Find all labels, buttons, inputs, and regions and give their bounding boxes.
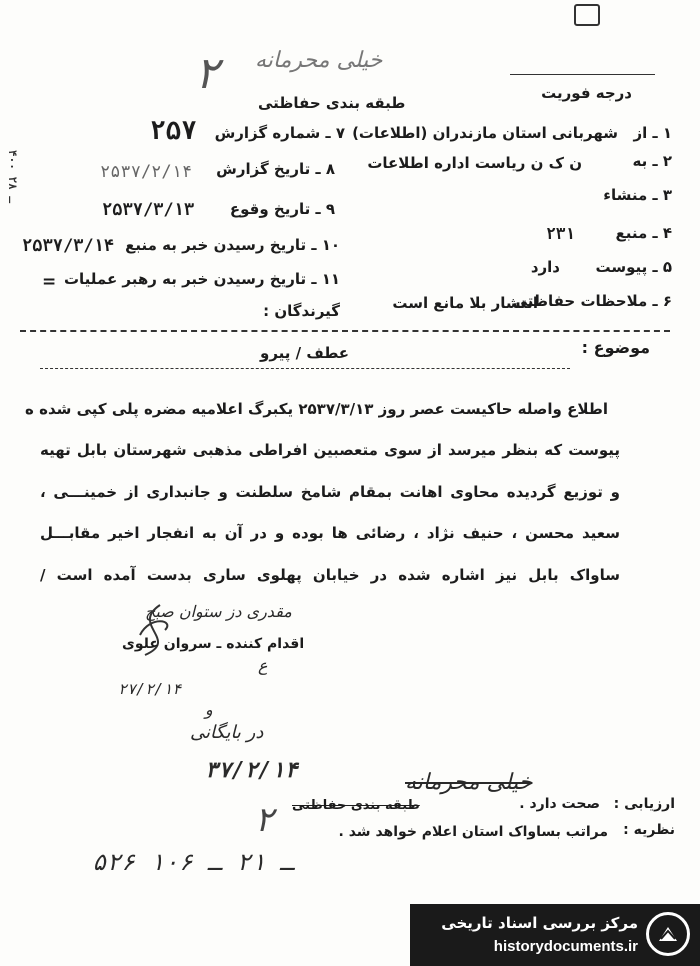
body-line-1: اطلاع واصله حاکیست عصر روز ۲۵۳۷/۳/۱۳ یکبرگ اعلامیه مضره پلی کپی شده ه [25,400,608,418]
classification-top: طبقه بندی حفاظتی [258,94,406,112]
brand-box [410,904,700,966]
to-label: ۲ ـ به [632,152,672,170]
evaluation-label: ارزیابی : [613,796,675,812]
footer-date-scrawl: ۳۷/۲/۱۴ [205,758,298,783]
to-value: ن ک ن ریاست اداره اطلاعات [367,154,582,172]
recipients-label: گیرندگان : [263,302,340,320]
handwritten-2: در بایگانی [190,722,264,743]
body-line-5: ساواک بابل نیز اشاره شده در خیابان پهلوی ساری بدست آمده است / [40,566,620,584]
attachment-label: ۵ ـ پیوست [595,258,672,276]
received-ops-value: = [42,272,57,292]
report-no-label: ۷ ـ شماره گزارش [214,124,345,142]
event-date-value: ۲۵۳۷/۳/۱۳ [102,200,195,220]
classification-bottom: طبقه بندی حفاظتی [292,798,420,813]
attachment-value: دارد [530,258,560,276]
signature-date-scrawl: ۲۷/۲/۱۴ [118,680,182,698]
report-date-label: ۸ ـ تاریخ گزارش [216,160,335,178]
body-line-3: و توزیع گردیده محاوی اهانت بمقام شامخ سلطنت و جانبداری از خمینـــی ، [40,483,620,501]
signature-mark-e: ع [258,656,268,675]
urgency-label: درجه فوریت [541,84,632,102]
report-date-value: ۲۵۳۷/۲/۱۴ [100,162,193,182]
received-source-value: ۲۵۳۷/۳/۱۴ [22,236,115,256]
security-value: انتشار بلا مانع است [392,294,538,312]
received-ops-label: ۱۱ ـ تاریخ رسیدن خبر به رهبر عملیات [63,270,340,288]
report-no-value: ۲۵۷ [150,116,197,146]
event-date-label: ۹ ـ تاریخ وقوع [229,200,335,218]
body-line-2: پیوست که بنظر میرسد از سوی متعصبین افراطی مذهبی شهرستان بابل تهیه [40,441,620,459]
signature-note: مقدری دز ستوان صبح [145,602,292,621]
opinion-label: نظریه : [623,822,675,838]
handwritten-number: ۵۲۶ ـ ۲۱ ـ ۱۰۶ [92,848,295,876]
top-number-scrawl: ۲ [195,48,219,99]
handwritten-1: و [205,700,213,719]
origin-label: ۳ ـ منشاء [603,186,672,204]
received-source-label: ۱۰ ـ تاریخ رسیدن خبر به منبع [125,236,340,254]
security-label: ۶ ـ ملاحظات حفاظتی [512,292,672,310]
corner-document-icon [574,4,600,26]
crossed-scrawl: خیلی محرمانه [405,770,533,795]
side-number: ۴۰۰ ـ ۲۸ [6,150,19,203]
opinion-value: مراتب بساواک استان اعلام خواهد شد . [338,824,608,840]
book-emblem-icon [646,912,690,956]
from-value: شهربانی استان مازندران (اطلاعات) [352,124,618,142]
body-line-4: سعید محسن ، حنیف نژاد ، رضائی ها بوده و در آن به انفجار اخیر مقابـــل [40,524,620,542]
top-scribble: خیلی محرمانه [255,48,383,73]
from-label: ۱ ـ از [633,124,672,142]
evaluation-value: صحت دارد . [519,796,600,812]
subject-label: موضوع : [581,338,650,357]
brand-url: historydocuments.ir [493,938,638,955]
footer-number-scrawl: ۲ [255,800,274,840]
source-value: ۲۳۱ [546,224,575,243]
reference-label: عطف / پیرو [260,344,350,362]
source-label: ۴ ـ منبع [615,224,672,242]
brand-name: مرکز بررسی اسناد تاریخی [441,914,638,932]
action-label: اقدام کننده ـ سروان علوی [122,636,305,652]
